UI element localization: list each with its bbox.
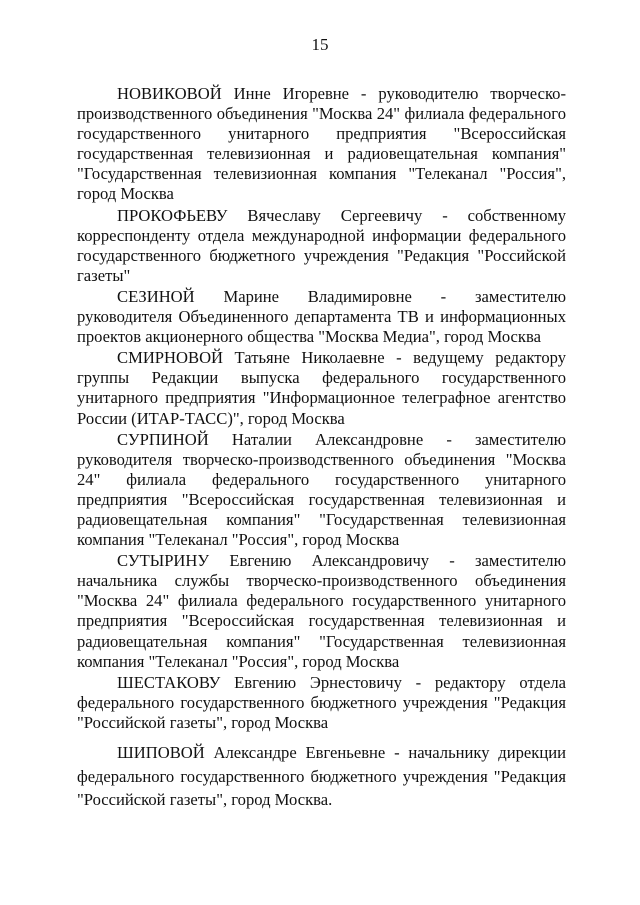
list-item-sutyrin [77, 551, 566, 672]
list-item-smirnova [77, 348, 566, 428]
person-details: Вячеславу Сергеевичу - собственному корреспонденту отдела международной информации федерального государственного бюджетного учреждения "Редакция "Российской газеты" [77, 205, 566, 285]
list-item-prokofyev [77, 206, 566, 286]
person-surname: ШИПОВОЙ [117, 743, 205, 762]
list-item-shestakov [77, 673, 566, 733]
list-item-shipova [77, 741, 566, 812]
person-surname: СУРПИНОЙ [117, 429, 209, 449]
person-details: Евгению Александровичу - заместителю начальника службы творческо-производственного объединения "Москва 24" филиала федерального государственного унитарного предприятия "Всероссийская государственная телевизионная и радиовещательная компания" "Государственная телевизионная компания "Телеканал "Россия", город Москва [77, 551, 566, 671]
person-details: Наталии Александровне - заместителю руководителя творческо-производственного объединения "Москва 24" филиала федерального государственного унитарного предприятия "Всероссийская государственная телевизионная и радиовещательная компания" "Государственная телевизионная компания "Телеканал "Россия", город Москва [77, 429, 566, 550]
page-number: 15 [311, 35, 329, 54]
list-item-sezina [77, 287, 566, 347]
person-surname: НОВИКОВОЙ [117, 84, 222, 103]
person-surname: СЕЗИНОЙ [117, 286, 195, 306]
person-details: Инне Игоревне - руководителю творческо-производственного объединения "Москва 24" филиала федерального государственного унитарного предприятия "Всероссийская государственная телевизионная и радиовещательная компания" "Государственная телевизионная компания "Телеканал "Россия", город Москва [77, 84, 566, 204]
person-surname: ШЕСТАКОВУ [117, 672, 221, 692]
person-surname: ПРОКОФЬЕВУ [117, 205, 228, 225]
person-surname: СУТЫРИНУ [117, 551, 210, 571]
list-item-surpina [77, 430, 566, 551]
person-details: Татьяне Николаевне - ведущему редактору группы Редакции выпуска федерального государственного унитарного предприятия "Информационное телеграфное агентство России (ИТАР-ТАСС)", город Москва [77, 348, 566, 428]
person-details: Евгению Эрнестовичу - редактору отдела федерального государственного бюджетного учреждения "Редакция "Российской газеты", город Москва [77, 672, 566, 732]
award-list [77, 84, 566, 812]
list-item-novikova [77, 84, 566, 205]
person-details: Марине Владимировне - заместителю руководителя Объединенного департамента ТВ и информационных проектов акционерного общества "Москва Медиа", город Москва [77, 286, 566, 347]
person-surname: СМИРНОВОЙ [117, 348, 224, 368]
person-details: Александре Евгеньевне - начальнику дирекции федерального государственного бюджетного учреждения "Редакция "Российской газеты", город Москва. [77, 743, 566, 809]
